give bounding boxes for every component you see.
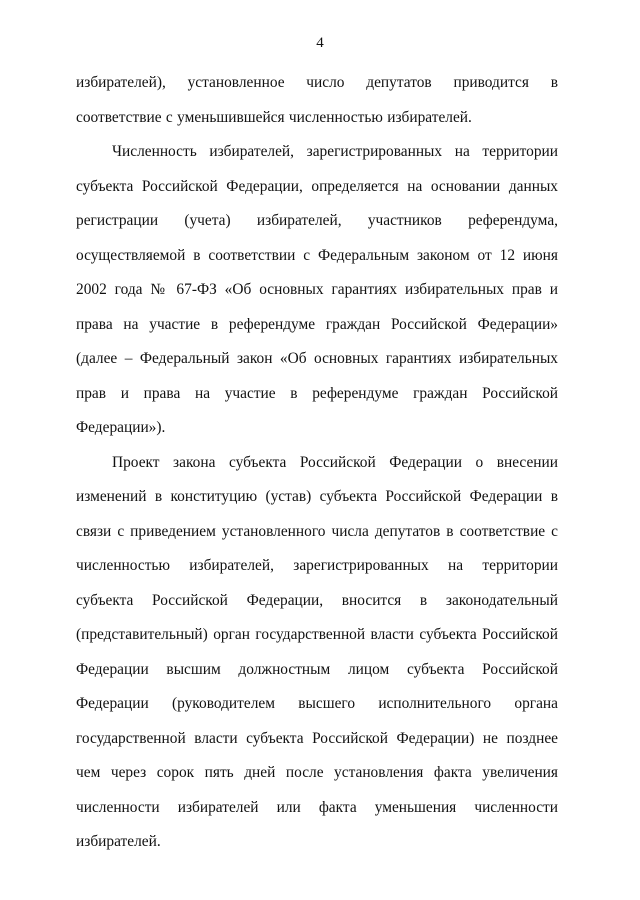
paragraph-continuation: избирателей), установленное число депутатов приводится в соответствие с уменьшившейся численностью избирателей. (76, 74, 558, 126)
paragraph-draft-law: Проект закона субъекта Российской Федерации о внесении изменений в конституцию (устав) субъекта Российской Федерации в связи с приведением установленного числа депутатов в соответствие с численностью избирателей, зарегистрированных на территории субъекта Российской Федерации, вносится в законодательный (представительный) орган государственной власти субъекта Российской Федерации высшим должностным лицом субъекта Российской Федерации (руководителем высшего исполнительного органа государственной власти субъекта Российской Федерации) не позднее чем через сорок пять дней после установления факта увеличения численности избирателей или факта уменьшения численности избирателей. (76, 453, 558, 850)
page-number: 4 (316, 35, 324, 51)
document-body (76, 66, 558, 860)
paragraph-voter-count: Численность избирателей, зарегистрированных на территории субъекта Российской Федерации, определяется на основании данных регистрации (учета) избирателей, участников референдума, осуществляемой в соответствии с Федеральным законом от 12 июня 2002 года № 67-ФЗ «Об основных гарантиях избирательных прав и права на участие в референдуме граждан Российской Федерации» (далее – Федеральный закон «Об основных гарантиях избирательных прав и права на участие в референдуме граждан Российской Федерации»). (76, 143, 558, 436)
